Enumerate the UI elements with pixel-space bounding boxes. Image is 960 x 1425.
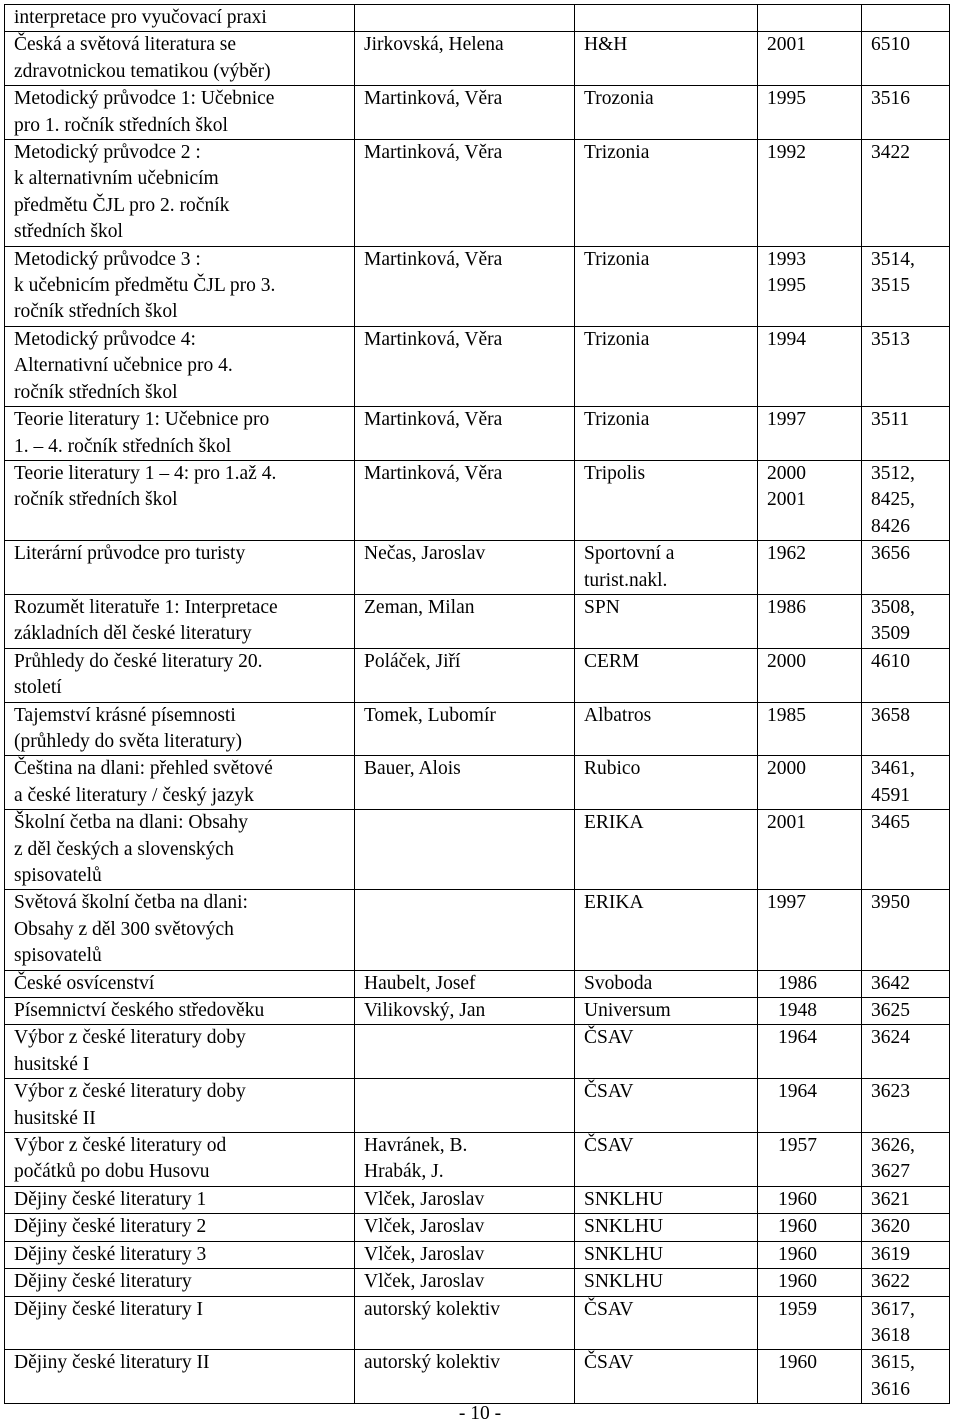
book-signature-cell: 3465 (862, 810, 950, 890)
book-author-cell: autorský kolektiv (355, 1296, 575, 1350)
book-publisher-cell: Universum (575, 998, 758, 1025)
table-row (5, 1079, 950, 1133)
table-row (5, 1269, 950, 1296)
book-title-cell: Dějiny české literatury I (5, 1296, 355, 1350)
book-publisher-cell: ERIKA (575, 810, 758, 890)
book-publisher-cell: Sportovní a turist.nakl. (575, 541, 758, 595)
book-publisher-cell: ERIKA (575, 890, 758, 970)
book-signature-cell: 6510 (862, 32, 950, 86)
table-row (5, 326, 950, 406)
book-author-cell: Martinková, Věra (355, 246, 575, 326)
book-author-cell: Vlček, Jaroslav (355, 1214, 575, 1241)
book-publisher-cell: Albatros (575, 702, 758, 756)
table-row (5, 1025, 950, 1079)
book-year-cell: 1994 (758, 326, 862, 406)
book-publisher-cell: Tripolis (575, 460, 758, 540)
book-year-cell: 1986 (758, 970, 862, 997)
book-year-cell: 1995 (758, 86, 862, 140)
book-year-cell: 1957 (758, 1133, 862, 1187)
book-title-cell: Dějiny české literatury 3 (5, 1241, 355, 1268)
book-year-cell: 1964 (758, 1079, 862, 1133)
book-author-cell: Zeman, Milan (355, 594, 575, 648)
table-row (5, 407, 950, 461)
book-publisher-cell: ČSAV (575, 1296, 758, 1350)
book-author-cell: Vlček, Jaroslav (355, 1241, 575, 1268)
table-row (5, 890, 950, 970)
book-year-cell: 1960 (758, 1269, 862, 1296)
table-row (5, 140, 950, 247)
book-title-cell: interpretace pro vyučovací praxi (5, 5, 355, 32)
book-author-cell: Nečas, Jaroslav (355, 541, 575, 595)
book-title-cell: Tajemství krásné písemnosti (průhledy do světa literatury) (5, 702, 355, 756)
book-year-cell: 1960 (758, 1214, 862, 1241)
book-author-cell: Poláček, Jiří (355, 648, 575, 702)
book-list-table (4, 4, 950, 1404)
book-author-cell: Martinková, Věra (355, 326, 575, 406)
table-row (5, 86, 950, 140)
book-year-cell: 1959 (758, 1296, 862, 1350)
table-row (5, 541, 950, 595)
book-year-cell: 2000 (758, 756, 862, 810)
book-publisher-cell: ČSAV (575, 1079, 758, 1133)
book-year-cell: 1997 (758, 890, 862, 970)
table-row (5, 648, 950, 702)
book-title-cell: Metodický průvodce 3 : k učebnicím předmětu ČJL pro 3. ročník středních škol (5, 246, 355, 326)
book-signature-cell: 3621 (862, 1186, 950, 1213)
book-title-cell: Dějiny české literatury 2 (5, 1214, 355, 1241)
book-signature-cell: 3658 (862, 702, 950, 756)
book-list-body (5, 5, 950, 1404)
book-signature-cell: 4610 (862, 648, 950, 702)
book-signature-cell: 3461, 4591 (862, 756, 950, 810)
book-publisher-cell: Trizonia (575, 326, 758, 406)
book-signature-cell: 3615, 3616 (862, 1350, 950, 1404)
book-signature-cell: 3950 (862, 890, 950, 970)
book-publisher-cell: Trozonia (575, 86, 758, 140)
book-year-cell (758, 5, 862, 32)
book-author-cell: Haubelt, Josef (355, 970, 575, 997)
book-signature-cell: 3620 (862, 1214, 950, 1241)
table-row (5, 702, 950, 756)
table-row (5, 998, 950, 1025)
book-publisher-cell: SNKLHU (575, 1269, 758, 1296)
table-row (5, 1133, 950, 1187)
book-title-cell: Teorie literatury 1: Učebnice pro 1. – 4. ročník středních škol (5, 407, 355, 461)
book-author-cell (355, 890, 575, 970)
book-title-cell: Teorie literatury 1 – 4: pro 1.až 4. ročník středních škol (5, 460, 355, 540)
book-title-cell: České osvícenství (5, 970, 355, 997)
book-publisher-cell: CERM (575, 648, 758, 702)
book-author-cell: Martinková, Věra (355, 407, 575, 461)
book-signature-cell: 3619 (862, 1241, 950, 1268)
book-title-cell: Metodický průvodce 2 : k alternativním učebnicím předmětu ČJL pro 2. ročník středních škol (5, 140, 355, 247)
book-author-cell: Vlček, Jaroslav (355, 1186, 575, 1213)
book-year-cell: 1993 1995 (758, 246, 862, 326)
book-year-cell: 2000 (758, 648, 862, 702)
table-row (5, 1296, 950, 1350)
book-signature-cell: 3511 (862, 407, 950, 461)
book-year-cell: 1964 (758, 1025, 862, 1079)
book-year-cell: 2000 2001 (758, 460, 862, 540)
book-author-cell (355, 1079, 575, 1133)
book-author-cell: Jirkovská, Helena (355, 32, 575, 86)
table-row (5, 32, 950, 86)
book-author-cell: Bauer, Alois (355, 756, 575, 810)
book-signature-cell: 3422 (862, 140, 950, 247)
book-publisher-cell: Trizonia (575, 140, 758, 247)
book-publisher-cell: Trizonia (575, 407, 758, 461)
book-title-cell: Metodický průvodce 4: Alternativní učebnice pro 4. ročník středních škol (5, 326, 355, 406)
table-row (5, 1214, 950, 1241)
book-publisher-cell: SNKLHU (575, 1186, 758, 1213)
book-signature-cell: 3624 (862, 1025, 950, 1079)
table-row (5, 1186, 950, 1213)
book-signature-cell: 3512, 8425, 8426 (862, 460, 950, 540)
book-year-cell: 1960 (758, 1186, 862, 1213)
book-signature-cell: 3514, 3515 (862, 246, 950, 326)
book-signature-cell: 3656 (862, 541, 950, 595)
book-publisher-cell: Trizonia (575, 246, 758, 326)
book-signature-cell: 3625 (862, 998, 950, 1025)
book-publisher-cell: ČSAV (575, 1025, 758, 1079)
book-year-cell: 1992 (758, 140, 862, 247)
table-row (5, 970, 950, 997)
book-author-cell: Havránek, B. Hrabák, J. (355, 1133, 575, 1187)
book-title-cell: Dějiny české literatury 1 (5, 1186, 355, 1213)
table-row (5, 460, 950, 540)
book-publisher-cell: H&H (575, 32, 758, 86)
book-title-cell: Výbor z české literatury doby husitské I (5, 1025, 355, 1079)
book-signature-cell: 3626, 3627 (862, 1133, 950, 1187)
book-title-cell: Průhledy do české literatury 20. století (5, 648, 355, 702)
book-author-cell (355, 1025, 575, 1079)
book-title-cell: Literární průvodce pro turisty (5, 541, 355, 595)
book-title-cell: Písemnictví českého středověku (5, 998, 355, 1025)
book-year-cell: 1960 (758, 1350, 862, 1404)
book-author-cell: Vlček, Jaroslav (355, 1269, 575, 1296)
table-row (5, 5, 950, 32)
book-author-cell (355, 5, 575, 32)
book-signature-cell: 3622 (862, 1269, 950, 1296)
table-row (5, 246, 950, 326)
book-title-cell: Školní četba na dlani: Obsahy z děl českých a slovenských spisovatelů (5, 810, 355, 890)
book-title-cell: Výbor z české literatury od počátků po dobu Husovu (5, 1133, 355, 1187)
book-year-cell: 1948 (758, 998, 862, 1025)
book-publisher-cell: ČSAV (575, 1133, 758, 1187)
book-publisher-cell: SNKLHU (575, 1214, 758, 1241)
table-row (5, 756, 950, 810)
book-year-cell: 2001 (758, 32, 862, 86)
table-row (5, 810, 950, 890)
table-row (5, 1350, 950, 1404)
page-number: - 10 - (458, 1403, 502, 1424)
book-author-cell: autorský kolektiv (355, 1350, 575, 1404)
book-year-cell: 1960 (758, 1241, 862, 1268)
book-title-cell: Česká a světová literatura se zdravotnickou tematikou (výběr) (5, 32, 355, 86)
book-title-cell: Dějiny české literatury (5, 1269, 355, 1296)
book-signature-cell: 3513 (862, 326, 950, 406)
book-author-cell: Vilikovský, Jan (355, 998, 575, 1025)
book-author-cell: Martinková, Věra (355, 460, 575, 540)
book-signature-cell: 3516 (862, 86, 950, 140)
book-signature-cell: 3623 (862, 1079, 950, 1133)
book-title-cell: Výbor z české literatury doby husitské II (5, 1079, 355, 1133)
book-year-cell: 1985 (758, 702, 862, 756)
book-title-cell: Rozumět literatuře 1: Interpretace základních děl české literatury (5, 594, 355, 648)
book-signature-cell: 3508, 3509 (862, 594, 950, 648)
book-author-cell (355, 810, 575, 890)
book-publisher-cell: Svoboda (575, 970, 758, 997)
book-author-cell: Martinková, Věra (355, 86, 575, 140)
book-title-cell: Čeština na dlani: přehled světové a české literatury / český jazyk (5, 756, 355, 810)
book-publisher-cell: ČSAV (575, 1350, 758, 1404)
book-title-cell: Světová školní četba na dlani: Obsahy z děl 300 světových spisovatelů (5, 890, 355, 970)
book-publisher-cell: Rubico (575, 756, 758, 810)
book-publisher-cell (575, 5, 758, 32)
book-signature-cell: 3642 (862, 970, 950, 997)
table-row (5, 1241, 950, 1268)
book-year-cell: 1986 (758, 594, 862, 648)
book-title-cell: Metodický průvodce 1: Učebnice pro 1. ročník středních škol (5, 86, 355, 140)
book-title-cell: Dějiny české literatury II (5, 1350, 355, 1404)
book-publisher-cell: SNKLHU (575, 1241, 758, 1268)
book-signature-cell (862, 5, 950, 32)
book-author-cell: Martinková, Věra (355, 140, 575, 247)
book-signature-cell: 3617, 3618 (862, 1296, 950, 1350)
book-year-cell: 2001 (758, 810, 862, 890)
book-year-cell: 1962 (758, 541, 862, 595)
book-year-cell: 1997 (758, 407, 862, 461)
table-row (5, 594, 950, 648)
book-publisher-cell: SPN (575, 594, 758, 648)
book-author-cell: Tomek, Lubomír (355, 702, 575, 756)
